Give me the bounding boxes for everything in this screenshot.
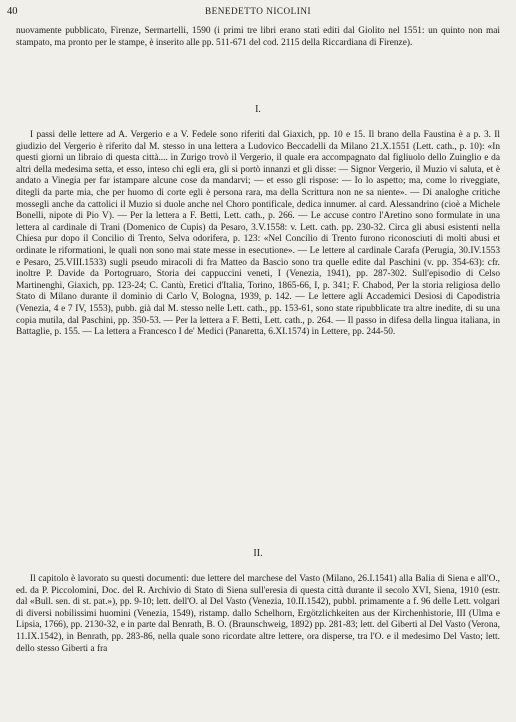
section-1-block	[16, 130, 500, 339]
top-paragraph: nuovamente pubblicato, Firenze, Sermartelli, 1590 (i primi tre libri erano stati editi dal Giolito nel 1551: un quinto non mai stampato, ma pronto per le stampe, è inserito alle pp. 511-671 del cod. 2115 della Riccardiana di Firenze).	[16, 26, 500, 48]
page-number: 40	[7, 6, 18, 17]
page-header	[0, 6, 516, 20]
section-2-heading: II.	[253, 548, 263, 559]
section-1-heading: I.	[255, 104, 261, 115]
section-1-body: I passi delle lettere ad A. Vergerio e a V. Fedele sono riferiti dal Giaxich, pp. 10 e 15. Il brano della Faustina è a p. 3. Il giudizio del Vergerio è riferito dal M. stesso in una lettera a Ludovico Beccadelli da Milano 21.X.1551 (Lett. cath., p. 10): «In questi giorni un libraio di questa città.... in Zurigo trovò il Vergerio, il quale era accompagnato dal figliuolo dello Zuinglio e da altri della medesima setta, et esso, inteso chi egli era, gli si portò innanzi et gli disse: — Signor Vergerio, il Muzio vi saluta, et è andato a Vinegia per far istampare alcune cose da mandarvi; — et esso gli rispose: — Io lo aspetto; ma, come lo riveggiate, ditegli da parte mia, che per huomo di corte egli è persona rara, ma della Scrittura non ne sa niente». — Di analoghe critiche mossegli anche da cattolici il Muzio si duole anche nel Choro pontificale, dedica innumer. al card. Alessandrino (cioè a Michele Bonelli, nipote di Pio V). — Per la lettera a F. Betti, Lett. cath., p. 266. — Le accuse contro l'Aretino sono formulate in una lettera al cardinale di Trani (Domenico de Cupis) da Pesaro, 3.V.1558: v. Lett. cath. pp. 230-32. Circa gli abusi esistenti nella Chiesa pur dopo il Concilio di Trento, Selva odorifera, p. 123: «Nel Concilio di Trento furono riconosciuti di molti abusi et ordinate le riformationi, le quali non sono mai state messe in esecutione». — Le lettere al cardinale Carafa (Perugia, 30.IV.1553 e Pesaro, 25.VIII.1533) sugli pseudo miracoli di fra Matteo da Bascio sono tra quelle edite dal Paschini (v. pp. 354-63): cfr. inoltre P. Davide da Portogruaro, Storia dei cappuccini veneti, I (Venezia, 1941), pp. 287-302. Sull'episodio di Celso Martinenghi, Giaxich, pp. 123-24; C. Cantù, Eretici d'Italia, Torino, 1865-66, I, p. 341; F. Chabod, Per la storia religiosa dello Stato di Milano durante il dominio di Carlo V, Bologna, 1939, p. 142. — Le lettere agli Accademici Desiosi di Capodistria (Venezia, 4 e 7 IV, 1553), pubb. già dal M. stesso nelle Lett. cath., pp. 153-61, sono state ripubblicate tra altre inedite, di su una copia mutila, dal Paschini, pp. 350-53. — Per la lettera a F. Betti, Lett. cath., p. 264. — Il passo in difesa della lingua italiana, in Battaglie, p. 155. — La lettera a Francesco I de' Medici (Panaretta, 6.XI.1574) in Lettere, pp. 244-50.	[16, 130, 500, 338]
top-paragraph-block	[16, 26, 500, 49]
running-head: BENEDETTO NICOLINI	[204, 6, 312, 16]
section-2-body: Il capitolo è lavorato su questi documenti: due lettere del marchese del Vasto (Milano, 26.I.1541) alla Balia di Siena e all'O., ed. da P. Piccolomini, Doc. del R. Archivio di Stato di Siena sull'eresia di questa città durante il secolo XVI, Siena, 1910 (estr. dal «Bull. sen. di st. pat.»), pp. 9-10; lett. dell'O. al Del Vasto (Venezia, 10.II.1542), pubbl. primamente a f. 96 delle Lett. volgari di diversi nobilissimi huomini (Venezia, 1549), ristamp. dallo Schelhorn, Ergötzlichkeiten aus der Kirchenhistorie, III (Ulma e Lipsia, 1766), pp. 2130-32, e in parte dal Benrath, B. O. (Braunschweig, 1892) pp. 281-83; lett. del Giberti al Del Vasto (Verona, 11.IX.1542), in Benrath, pp. 283-86, nella quale sono ricordate altre lettere, ora disperse, tra l'O. e il medesimo Del Vasto; lett. dello stesso Giberti a fra	[16, 574, 500, 654]
section-2-block	[16, 574, 500, 655]
